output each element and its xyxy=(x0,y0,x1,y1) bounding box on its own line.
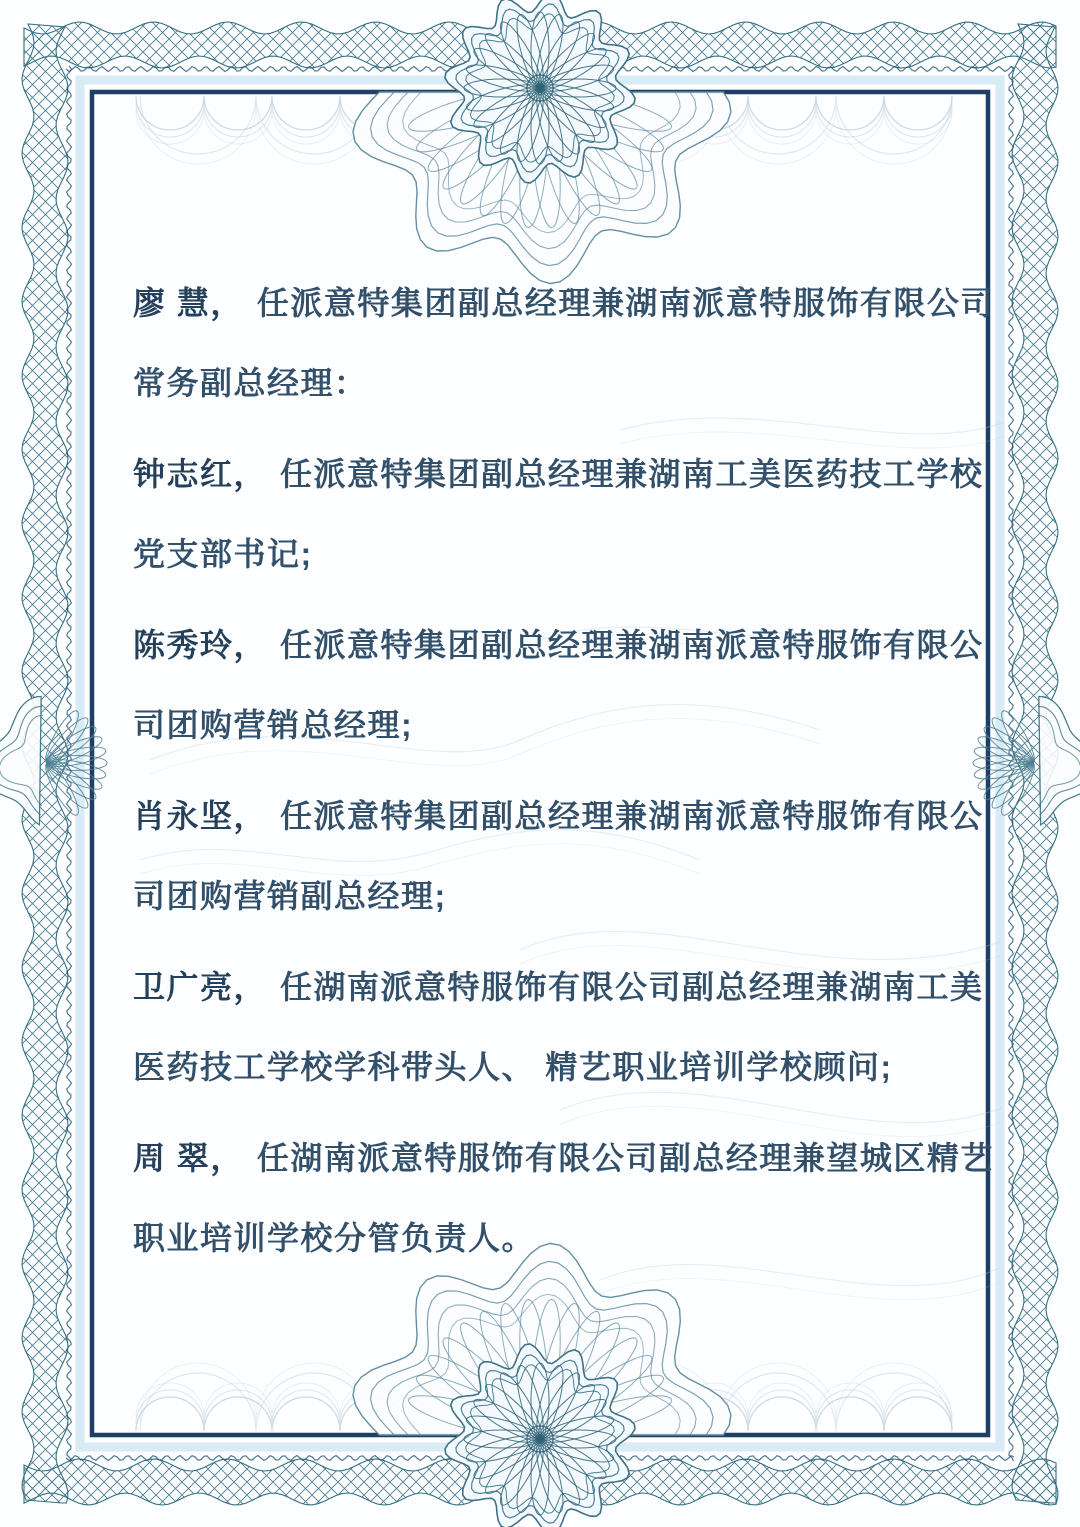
appointment-paragraph xyxy=(133,605,993,765)
person-name: 肖永坚， xyxy=(133,798,268,834)
text-line xyxy=(133,434,993,514)
text-line xyxy=(133,1198,993,1278)
person-name: 周 翠， xyxy=(133,1140,244,1176)
appointment-title: 任湖南派意特服饰有限公司副总经理兼湖南工美 xyxy=(280,969,984,1005)
appointment-paragraph xyxy=(133,947,993,1107)
appointment-title: 司团购营销总经理; xyxy=(133,707,414,743)
appointment-title: 司团购营销副总经理; xyxy=(133,878,447,914)
appointment-title: 任派意特集团副总经理兼湖南派意特服饰有限公 xyxy=(280,798,984,834)
appointment-paragraph xyxy=(133,1118,993,1278)
person-name: 陈秀玲， xyxy=(133,627,268,663)
person-name: 钟志红， xyxy=(133,456,268,492)
person-name: 廖 慧， xyxy=(133,285,244,321)
appointment-title: 常务副总经理： xyxy=(133,365,368,401)
appointment-title: 医药技工学校学科带头人、 精艺职业培训学校顾问; xyxy=(133,1049,893,1085)
text-line xyxy=(133,514,993,594)
appointment-title: 任派意特集团副总经理兼湖南派意特服饰有限公 xyxy=(280,627,984,663)
text-line xyxy=(133,685,993,765)
appointment-text-block xyxy=(133,263,993,1289)
appointment-paragraph xyxy=(133,434,993,594)
text-line xyxy=(133,605,993,685)
appointment-title: 职业培训学校分管负责人。 xyxy=(133,1220,536,1256)
text-line xyxy=(133,263,993,343)
text-line xyxy=(133,856,993,936)
text-line xyxy=(133,947,993,1027)
appointment-paragraph xyxy=(133,776,993,936)
appointment-title: 党支部书记; xyxy=(133,536,313,572)
appointment-title: 任派意特集团副总经理兼湖南工美医药技工学校 xyxy=(280,456,984,492)
appointment-title: 任湖南派意特服饰有限公司副总经理兼望城区精艺 xyxy=(256,1140,994,1176)
appointment-paragraph xyxy=(133,263,993,423)
text-line xyxy=(133,1027,993,1107)
text-line xyxy=(133,776,993,856)
text-line xyxy=(133,1118,993,1198)
text-line xyxy=(133,343,993,423)
appointment-title: 任派意特集团副总经理兼湖南派意特服饰有限公司 xyxy=(256,285,994,321)
person-name: 卫广亮， xyxy=(133,969,268,1005)
